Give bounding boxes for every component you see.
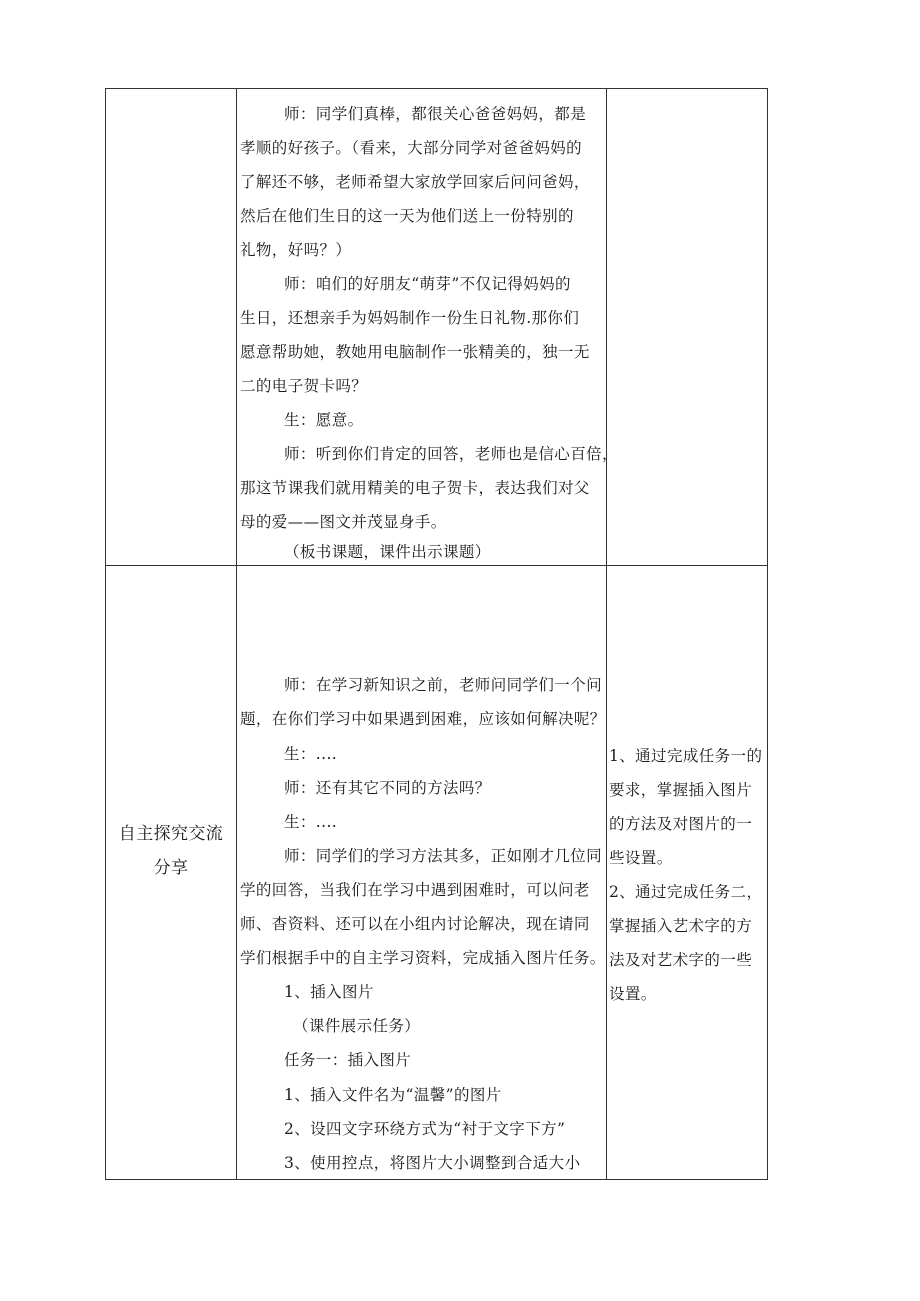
paragraph-line: 母的爱——图文并茂显身手。 <box>240 513 447 531</box>
goal-line: 法及对艺术字的一些 <box>609 951 753 969</box>
paragraph-line: 礼物，好吗？） <box>240 241 352 259</box>
goal-line: 掌握插入艺术字的方 <box>609 917 753 935</box>
paragraph-line: 3、使用控点，将图片大小调整到合适大小 <box>284 1154 581 1172</box>
goal-line: 些设置。 <box>609 849 673 867</box>
paragraph-line: 师：在学习新知识之前，老师问同学们一个问 <box>284 676 603 694</box>
stage-cell-empty <box>106 89 236 565</box>
stage-label: 自主探究交流 <box>118 824 224 844</box>
paragraph-line: 孝顺的好孩子。（看来，大部分同学对爸爸妈妈的 <box>240 139 583 157</box>
paragraph-line: （板书课题，课件出示课题） <box>284 543 491 561</box>
paragraph-line: 师：同学们的学习方法其多，正如刚才几位同 <box>284 847 603 865</box>
paragraph-line: 2、设四文字环绕方式为“衬于文字下方” <box>284 1120 566 1138</box>
teaching-process-cell-2 <box>237 566 606 1179</box>
teaching-process-cell-1 <box>237 89 618 565</box>
design-intent-cell-empty <box>607 89 767 565</box>
stage-cell <box>106 566 236 1179</box>
paragraph-line: 师：听到你们肯定的回答，老师也是信心百倍， <box>284 445 618 463</box>
goal-line: 2、通过完成任务二， <box>609 883 763 901</box>
paragraph-line: 师：咱们的好朋友“萌芽”不仅记得妈妈的 <box>284 275 571 293</box>
paragraph-line: 题，在你们学习中如果遇到困难，应该如何解决呢？ <box>240 710 606 728</box>
paragraph-line: 生：愿意。 <box>284 411 364 429</box>
goal-line: 的方法及对图片的一 <box>609 815 753 833</box>
design-intent-cell <box>607 566 767 1179</box>
paragraph-line: 了解还不够，老师希望大家放学回家后问问爸妈， <box>240 173 590 191</box>
paragraph-line: 学们根据手中的自主学习资料，完成插入图片任务。 <box>240 949 606 967</box>
paragraph-line: 师：还有其它不同的方法吗？ <box>284 779 491 797</box>
paragraph-line: 然后在他们生日的这一天为他们送上一份特别的 <box>240 207 574 225</box>
paragraph-line: 生日，还想亲手为妈妈制作一份生日礼物.那你们 <box>240 309 580 327</box>
paragraph-line: 师、杳资料、还可以在小组内讨论解决，现在请同 <box>240 915 590 933</box>
goal-line: 设置。 <box>609 985 657 1003</box>
paragraph-line: 1、插入文件名为“温馨”的图片 <box>284 1086 502 1104</box>
paragraph-line: 生：.... <box>284 745 338 763</box>
stage-label: 分享 <box>153 858 189 878</box>
paragraph-line: 那这节课我们就用精美的电子贺卡，表达我们对父 <box>240 479 590 497</box>
lesson-plan-table <box>105 88 768 1180</box>
paragraph-line: 师：同学们真棒，都很关心爸爸妈妈，都是 <box>284 105 587 123</box>
paragraph-line: 1、插入图片 <box>284 983 374 1001</box>
paragraph-line: 愿意帮助她，教她用电脑制作一张精美的，独一无 <box>240 343 590 361</box>
paragraph-line: 生：.... <box>284 813 338 831</box>
paragraph-line: 任务一：插入图片 <box>284 1051 412 1069</box>
goal-line: 要求，掌握插入图片 <box>609 781 753 799</box>
paragraph-line: 学的回答，当我们在学习中遇到困难时，可以问老 <box>240 881 590 899</box>
paragraph-line: （课件展示任务） <box>293 1017 421 1035</box>
paragraph-line: 二的电子贺卡吗？ <box>240 377 368 395</box>
goal-line: 1、通过完成任务一的 <box>609 747 763 765</box>
